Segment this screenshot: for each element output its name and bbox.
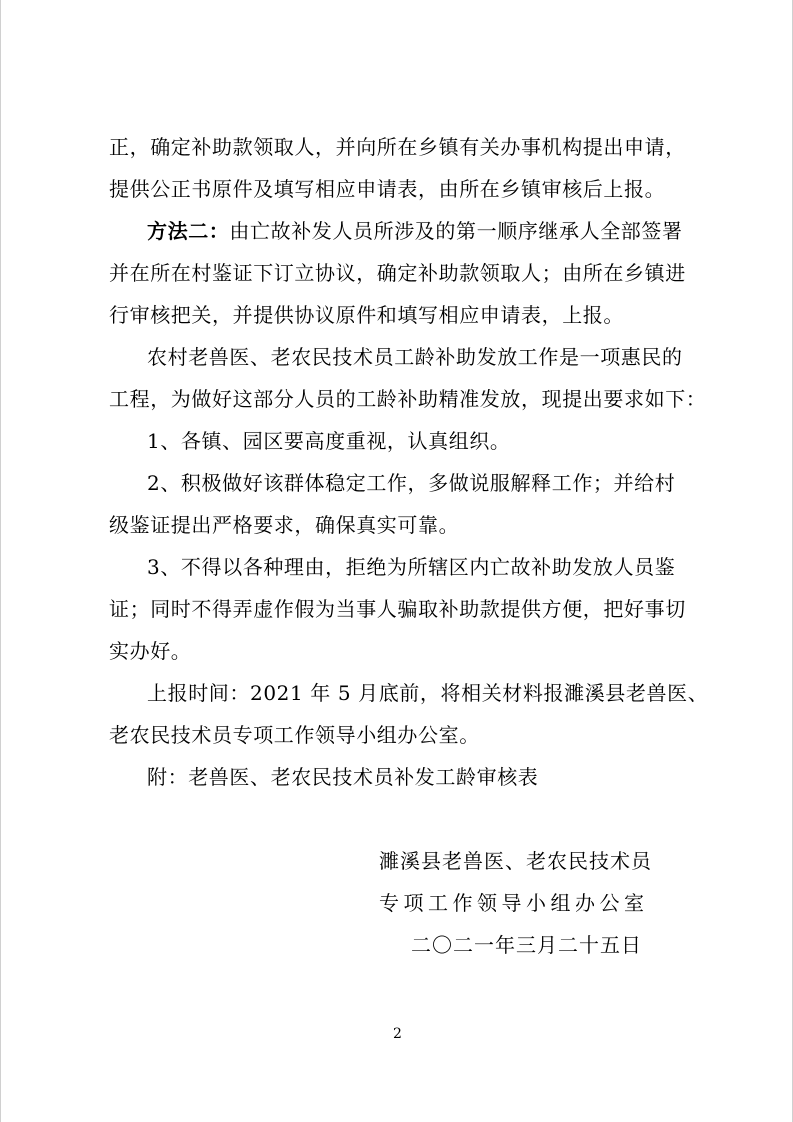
paragraph-line: 行审核把关，并提供协议原件和填写相应申请表，上报。 xyxy=(109,303,624,327)
paragraph-text: 由亡故补发人员所涉及的第一顺序继承人全部签署 xyxy=(229,219,683,243)
paragraph-line: 农村老兽医、老农民技术员工龄补助发放工作是一项惠民的 xyxy=(147,345,683,369)
signature-date: 二〇二一年三月二十五日 xyxy=(411,933,642,957)
paragraph-line: 工程，为做好这部分人员的工龄补助精准发放，现提出要求如下： xyxy=(109,387,707,411)
method-two-heading: 方法二： xyxy=(147,219,230,243)
method-two-paragraph xyxy=(147,218,694,244)
paragraph-line: 老农民技术员专项工作领导小组办公室。 xyxy=(109,723,480,747)
paragraph-line: 证；同时不得弄虚作假为当事人骗取补助款提供方便，把好事切 xyxy=(109,597,686,621)
attachment-note: 附：老兽医、老农民技术员补发工龄审核表 xyxy=(147,765,539,789)
signature-org-line-2: 专项工作领导小组办公室 xyxy=(379,891,649,915)
requirement-2: 2、积极做好该群体稳定工作，多做说服解释工作；并给村 xyxy=(147,471,676,495)
paragraph-line: 提供公正书原件及填写相应申请表，由所在乡镇审核后上报。 xyxy=(109,177,666,201)
requirement-3: 3、不得以各种理由，拒绝为所辖区内亡故补助发放人员鉴 xyxy=(147,555,676,579)
deadline-paragraph: 上报时间：2021 年 5 月底前，将相关材料报濉溪县老兽医、 xyxy=(147,681,709,705)
signature-org-line-1: 濉溪县老兽医、老农民技术员 xyxy=(379,849,652,873)
paragraph-line: 级鉴证提出严格要求，确保真实可靠。 xyxy=(109,513,460,537)
paragraph-line: 并在所在村鉴证下订立协议，确定补助款领取人；由所在乡镇进 xyxy=(109,261,686,285)
paragraph-line: 正，确定补助款领取人，并向所在乡镇有关办事机构提出申请， xyxy=(109,135,686,159)
page-number: 2 xyxy=(393,1026,402,1042)
requirement-1: 1、各镇、园区要高度重视，认真组织。 xyxy=(147,429,511,453)
paragraph-line: 实办好。 xyxy=(109,639,192,663)
